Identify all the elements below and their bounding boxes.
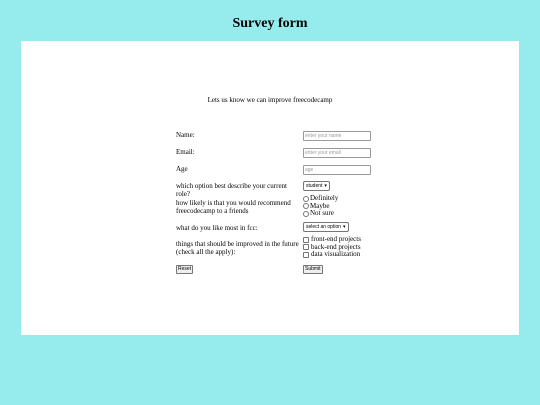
option-label: front-end projects bbox=[311, 235, 361, 243]
radio-button[interactable] bbox=[303, 196, 309, 202]
intro-text: Lets us know we can improve freecodecamp bbox=[207, 96, 333, 104]
email-label: Email: bbox=[176, 148, 195, 156]
option-label: back-end projects bbox=[311, 242, 361, 251]
role-select[interactable] bbox=[303, 181, 330, 191]
option-label: data visualization bbox=[311, 250, 361, 258]
recommend-option-not-sure[interactable] bbox=[303, 210, 338, 218]
role-select-value: student bbox=[306, 183, 323, 189]
checkbox[interactable] bbox=[303, 252, 309, 258]
like-most-select-value: select an option bbox=[306, 224, 342, 230]
name-input[interactable]: enter your name bbox=[303, 131, 371, 141]
like-most-select[interactable] bbox=[303, 222, 349, 232]
role-label: which option best describe your current role? bbox=[176, 182, 287, 198]
submit-button[interactable]: Submit bbox=[305, 266, 321, 272]
improve-option-data-visualization[interactable] bbox=[303, 251, 361, 259]
option-label: Not sure bbox=[310, 209, 334, 217]
reset-button[interactable]: Reset bbox=[178, 266, 192, 272]
checkbox[interactable] bbox=[303, 244, 309, 250]
email-input[interactable]: enter your email bbox=[303, 148, 371, 158]
chevron-down-icon: ▾ bbox=[324, 183, 327, 189]
page-title: Survey form bbox=[232, 16, 308, 31]
option-label: Definitely bbox=[310, 194, 339, 202]
radio-button[interactable] bbox=[303, 203, 309, 209]
option-label: Maybe bbox=[310, 201, 330, 210]
chevron-down-icon: ▾ bbox=[343, 224, 346, 230]
recommend-radio-group bbox=[303, 195, 338, 218]
age-label: Age bbox=[176, 165, 188, 173]
like-most-label: what do you like most in fcc: bbox=[176, 224, 258, 232]
radio-button[interactable] bbox=[303, 211, 309, 217]
age-input[interactable]: age bbox=[303, 165, 371, 175]
survey-form-panel bbox=[21, 41, 519, 335]
improve-checkbox-group bbox=[303, 236, 361, 259]
name-label: Name: bbox=[176, 131, 195, 139]
improve-label: things that should be improved in the future (check all the apply): bbox=[176, 240, 299, 256]
recommend-label: how likely is that you would recommend freecodecamp to a friends bbox=[176, 199, 291, 215]
checkbox[interactable] bbox=[303, 237, 309, 243]
